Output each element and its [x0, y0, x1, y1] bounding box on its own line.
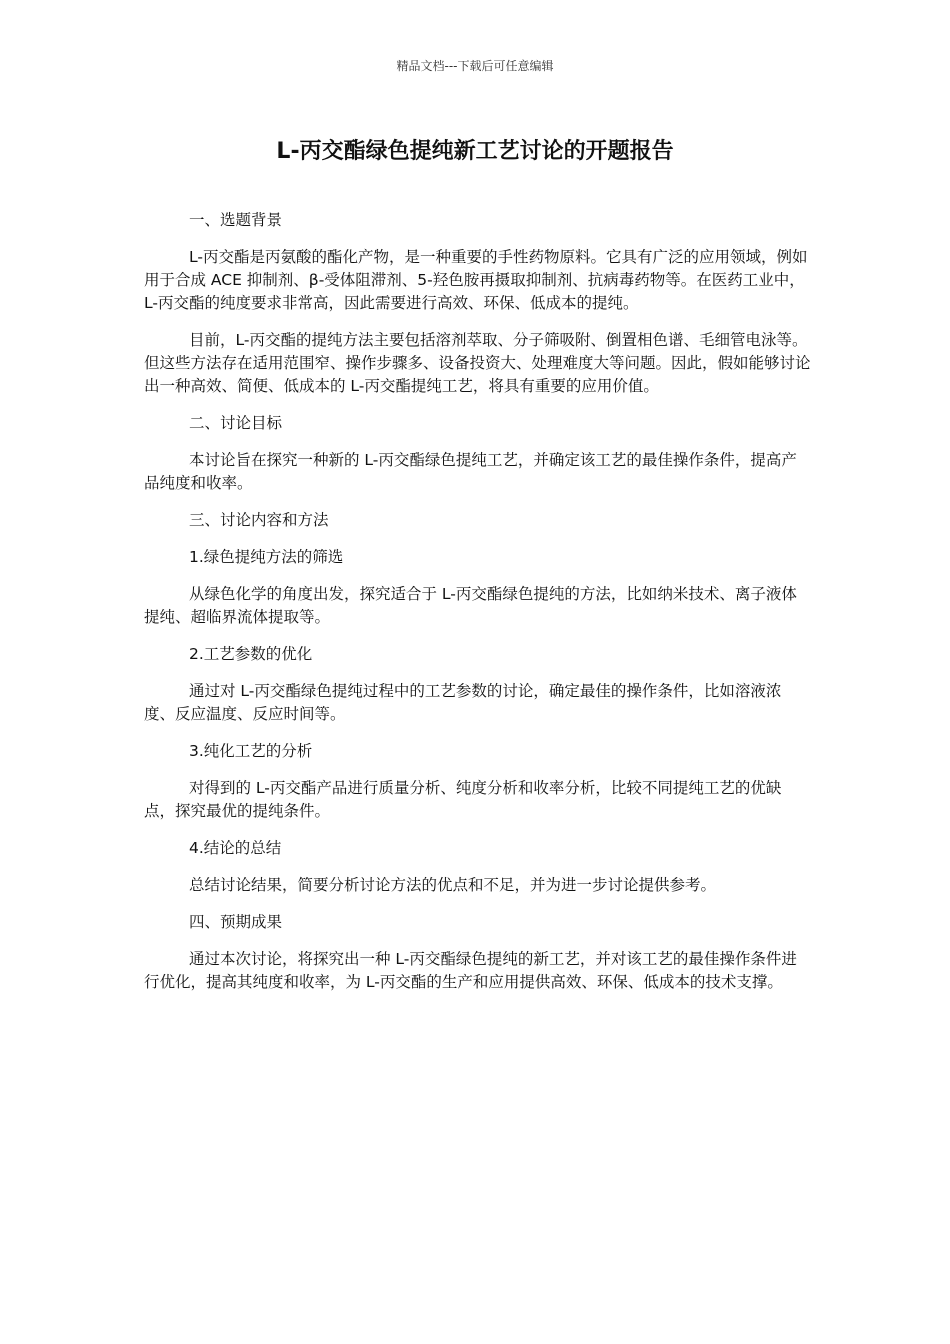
page-header-note: 精品文档---下载后可任意编辑	[396, 59, 554, 73]
paragraph-method-screening: 从绿色化学的角度出发，探究适合于 L-丙交酯绿色提纯的方法，比如纳米技术、离子液体提纯、超临界流体提取等。	[144, 585, 797, 626]
section-heading-content-methods: 三、讨论内容和方法	[189, 511, 329, 529]
subheading-parameter-optimization: 2.工艺参数的优化	[189, 645, 313, 663]
paragraph-background-1: L-丙交酯是丙氨酸的酯化产物，是一种重要的手性药物原料。它具有广泛的应用领域，例如用于合成 ACE 抑制剂、β-受体阻滞剂、5-羟色胺再摄取抑制剂、抗病毒药物等。在医药工业中，L-丙交酯的纯度要求非常高，因此需要进行高效、环保、低成本的提纯。	[144, 248, 808, 312]
paragraph-expected-results: 通过本次讨论，将探究出一种 L-丙交酯绿色提纯的新工艺，并对该工艺的最佳操作条件进行优化，提高其纯度和收率，为 L-丙交酯的生产和应用提供高效、环保、低成本的技术支撑。	[144, 950, 797, 991]
document-body	[144, 209, 812, 994]
document-title: L-丙交酯绿色提纯新工艺讨论的开题报告	[276, 139, 674, 164]
section-heading-expected-results: 四、预期成果	[189, 913, 283, 931]
paragraph-purification-analysis: 对得到的 L-丙交酯产品进行质量分析、纯度分析和收率分析，比较不同提纯工艺的优缺点，探究最优的提纯条件。	[144, 779, 782, 820]
paragraph-background-2: 目前，L-丙交酯的提纯方法主要包括溶剂萃取、分子筛吸附、倒置相色谱、毛细管电泳等。但这些方法存在适用范围窄、操作步骤多、设备投资大、处理难度大等问题。因此，假如能够讨论出一种高效、简便、低成本的 L-丙交酯提纯工艺，将具有重要的应用价值。	[144, 331, 811, 395]
paragraph-conclusion-summary: 总结讨论结果，简要分析讨论方法的优点和不足，并为进一步讨论提供参考。	[189, 876, 717, 894]
subheading-method-screening: 1.绿色提纯方法的筛选	[189, 548, 344, 566]
section-heading-objectives: 二、讨论目标	[189, 414, 283, 432]
subheading-purification-analysis: 3.纯化工艺的分析	[189, 742, 313, 760]
subheading-conclusion-summary: 4.结论的总结	[189, 839, 282, 857]
paragraph-objectives: 本讨论旨在探究一种新的 L-丙交酯绿色提纯工艺，并确定该工艺的最佳操作条件，提高产品纯度和收率。	[144, 451, 797, 492]
paragraph-parameter-optimization: 通过对 L-丙交酯绿色提纯过程中的工艺参数的讨论，确定最佳的操作条件，比如溶液浓度、反应温度、反应时间等。	[144, 682, 782, 723]
section-heading-background: 一、选题背景	[189, 211, 283, 229]
